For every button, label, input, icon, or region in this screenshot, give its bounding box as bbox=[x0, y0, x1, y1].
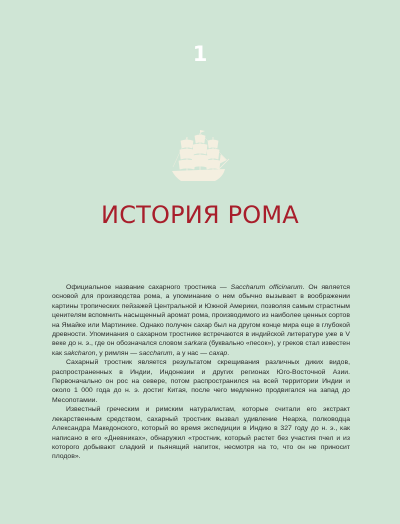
text-run: Сахарный тростник является результатом скрещивания различных диких видов, распространенных в Индии, Индонезии и других регионах Юго-Восточной Азии. Первоначально он рос на севере, потом распространился на всей территории Индии и около 1 000 года до н. э. достиг Китая, после чего медленно продвигался на запад до Месопотамии. bbox=[52, 359, 350, 404]
text-run: , у римлян — bbox=[95, 349, 140, 357]
italic-term: сахар bbox=[209, 349, 228, 357]
sailing-ship-icon bbox=[169, 129, 231, 191]
text-run: , а у нас — bbox=[172, 349, 210, 357]
italic-term: Saccharum officinarum bbox=[230, 284, 303, 291]
paragraph bbox=[52, 283, 350, 358]
italic-term: sakcharon bbox=[63, 349, 96, 357]
italic-term: saccharum bbox=[139, 349, 173, 357]
italic-term: sarkara bbox=[184, 340, 207, 348]
chapter-number: 1 bbox=[192, 42, 208, 66]
chapter-title: ИСТОРИЯ РОМА bbox=[101, 201, 299, 229]
text-run: . bbox=[227, 349, 230, 357]
paragraph bbox=[52, 358, 350, 405]
text-run: Известный греческим и римским натуралистам, которые считали его экстракт лекарственным средством, сахарный тростник вызвал удивление Неарха, полководца Александра Македонского, который во время экспедиции в Индию в 327 году до н. э., как написано в его «Дневниках», обнаружил «тростник, который растет без участия пчел и из которого добывают сладкий и пьянящий напиток, несмотря на то, что он не приносит плодов». bbox=[52, 406, 350, 461]
text-run: (буквально «песок»), у греков стал известен как bbox=[52, 340, 350, 357]
paragraph bbox=[52, 405, 350, 461]
text-run: Официальное название сахарного тростника — bbox=[66, 284, 231, 291]
body-text bbox=[52, 283, 350, 462]
text-run: . Он является основой для производства рома, а упоминание о нем обычно вызывает в воображении картины тропических пейзажей Центральной и Южной Америки, позволяя самым страстным ценителям вспомнить насыщенный аромат рома, производимого из наиболее ценных сортов на Ямайке или Мартинике. Однако получен сахар был на другом конце мира еще в глубокой древности. Упоминания о сахарном тростнике встречаются в индийской литературе уже в V веке до н. э., где он обозначался словом bbox=[52, 284, 350, 348]
